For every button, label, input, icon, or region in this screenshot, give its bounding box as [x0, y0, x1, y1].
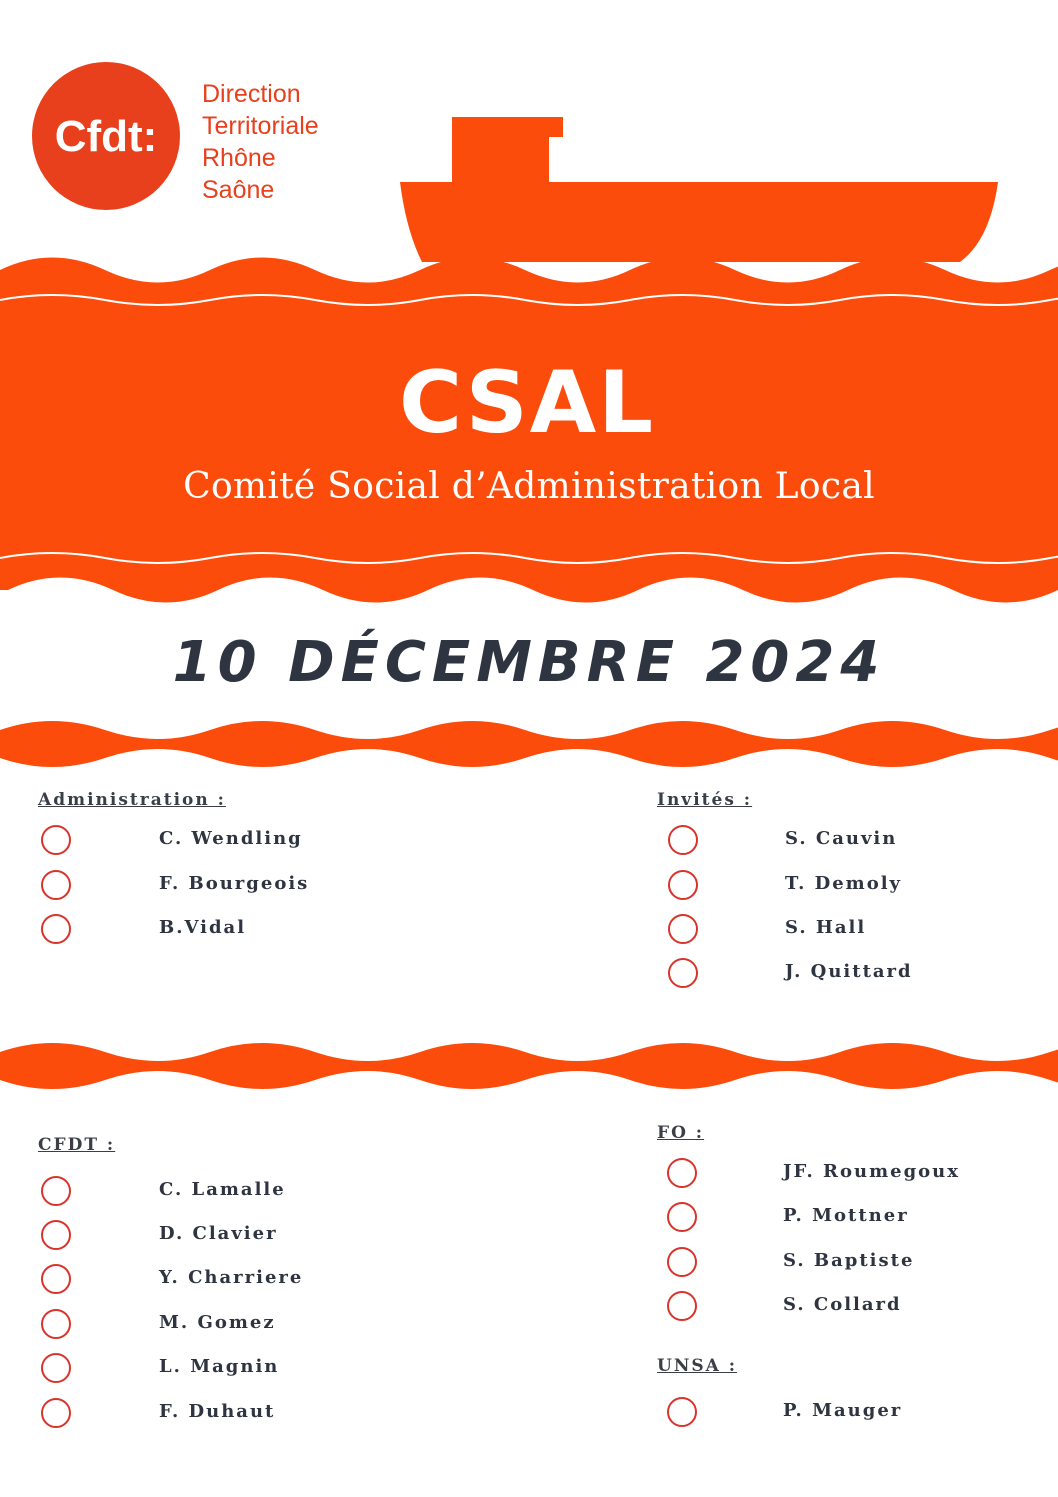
attendance-checkbox[interactable]	[41, 914, 71, 944]
attendance-checkbox[interactable]	[667, 1397, 697, 1427]
attendance-checkbox[interactable]	[667, 1247, 697, 1277]
attendance-checkbox[interactable]	[667, 1291, 697, 1321]
attendee-name: S. Cauvin	[785, 828, 898, 849]
attendee-name: M. Gomez	[159, 1312, 276, 1333]
attendee-name: JF. Roumegoux	[783, 1161, 960, 1182]
attendee-name: S. Baptiste	[783, 1250, 915, 1271]
cfdt-logo-mark: Cfdt:	[54, 112, 158, 161]
attendance-checkbox[interactable]	[41, 1398, 71, 1428]
attendee-name: C. Lamalle	[159, 1179, 286, 1200]
wave-band-2	[0, 1043, 1058, 1089]
ship-illustration	[400, 117, 998, 262]
attendee-name: L. Magnin	[159, 1356, 280, 1377]
attendance-checkbox[interactable]	[668, 870, 698, 900]
attendee-name: B.Vidal	[159, 917, 247, 938]
attendee-name: J. Quittard	[785, 961, 913, 982]
meeting-date: 10 DÉCEMBRE 2024	[172, 630, 886, 695]
attendance-checkbox[interactable]	[667, 1158, 697, 1188]
attendee-name: T. Demoly	[785, 873, 903, 894]
section-title-unsa: UNSA :	[657, 1356, 738, 1376]
attendee-name: P. Mauger	[783, 1400, 903, 1421]
section-title-invites: Invités :	[657, 790, 753, 810]
attendee-name: Y. Charriere	[159, 1267, 304, 1288]
logo-line: Saône	[202, 176, 275, 204]
attendee-name: S. Hall	[785, 917, 867, 938]
logo-line: Territoriale	[202, 112, 319, 140]
attendance-checkbox[interactable]	[668, 825, 698, 855]
attendance-checkbox[interactable]	[41, 870, 71, 900]
section-title-cfdt: CFDT :	[38, 1135, 116, 1155]
attendance-checkbox[interactable]	[668, 914, 698, 944]
attendance-checkbox[interactable]	[41, 1353, 71, 1383]
attendee-name: F. Duhaut	[159, 1401, 276, 1422]
attendee-name: S. Collard	[783, 1294, 902, 1315]
attendee-name: P. Mottner	[783, 1205, 909, 1226]
attendance-checkbox[interactable]	[668, 958, 698, 988]
csal-acronym: CSAL	[398, 353, 656, 453]
wave-band-1	[0, 721, 1058, 767]
attendance-checkbox[interactable]	[41, 825, 71, 855]
logo-organisation-name	[202, 78, 319, 206]
logo-line: Rhône	[202, 144, 276, 172]
attendance-checkbox[interactable]	[41, 1176, 71, 1206]
logo-line: Direction	[202, 80, 301, 108]
attendee-name: F. Bourgeois	[159, 873, 310, 894]
attendance-checkbox[interactable]	[41, 1264, 71, 1294]
banner-title: Comité Social d’Administration Local	[183, 466, 875, 507]
attendee-name: C. Wendling	[159, 828, 303, 849]
section-title-administration: Administration :	[38, 790, 226, 810]
cfdt-logo	[32, 62, 180, 210]
attendance-checkbox[interactable]	[41, 1220, 71, 1250]
attendance-checkbox[interactable]	[667, 1202, 697, 1232]
attendee-name: D. Clavier	[159, 1223, 278, 1244]
attendance-checkbox[interactable]	[41, 1309, 71, 1339]
section-title-fo: FO :	[657, 1123, 705, 1143]
